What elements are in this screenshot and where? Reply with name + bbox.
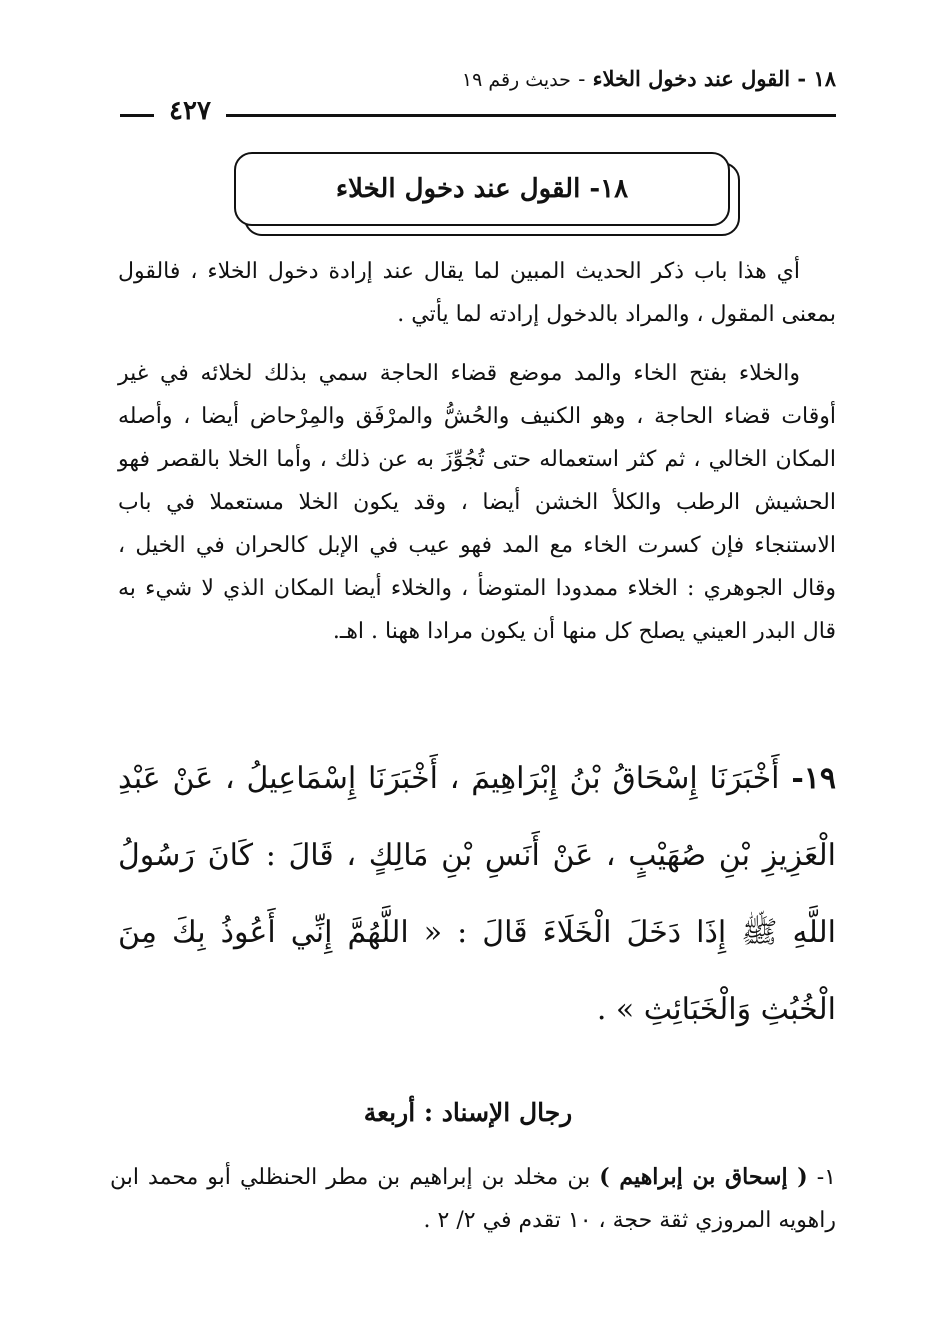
chapter-title: ١٨- القول عند دخول الخلاء: [335, 174, 629, 204]
hadith-text-block: [118, 740, 836, 1048]
page-number: ٤٢٧: [169, 96, 211, 126]
running-header-chapter: ١٨ - القول عند دخول الخلاء: [592, 66, 836, 91]
header-rule: [226, 114, 836, 117]
chapter-title-frame: [234, 152, 730, 226]
running-header: [420, 66, 836, 91]
narrator-description: بن مخلد بن إبراهيم بن مطر الحنظلي أبو محمد ابن راهويه المروزي ثقة حجة ، ١٠ تقدم في ٢/ ٢ .: [110, 1165, 836, 1233]
narrator-name: ( إسحاق بن إبراهيم ): [599, 1164, 808, 1190]
running-header-hadith-ref: حديث رقم ١٩: [461, 69, 571, 91]
header-rule-left: [120, 114, 154, 117]
hadith-text: أَخْبَرَنَا إِسْحَاقُ بْنُ إِبْرَاهِيمَ ، أَخْبَرَنَا إِسْمَاعِيلُ ، عَنْ عَبْدِ الْعَزِيزِ بْنِ صُهَيْبٍ ، عَنْ أَنَسِ بْنِ مَالِكٍ ، قَالَ : كَانَ رَسُولُ اللَّهِ ﷺ إِذَا دَخَلَ الْخَلَاءَ قَالَ : « اللَّهُمَّ إِنِّي أَعُوذُ بِكَ مِنَ الْخُبُثِ وَالْخَبَائِثِ » .: [118, 761, 836, 1027]
narrator-entry: [110, 1156, 836, 1242]
running-header-separator: -: [578, 67, 586, 91]
commentary-paragraph-1: أي هذا باب ذكر الحديث المبين لما يقال عند إرادة دخول الخلاء ، فالقول بمعنى المقول ، والمراد بالدخول إرادته لما يأتي .: [118, 259, 836, 327]
commentary-paragraph-2: والخلاء بفتح الخاء والمد موضع قضاء الحاجة سمي بذلك لخلائه في غير أوقات قضاء الحاجة ، وهو الكنيف والحُشُّ والمرْفَق والمِرْحاض أيضا ، وأصله المكان الخالي ، ثم كثر استعماله حتى تُجُوِّزَ به عن ذلك ، وأما الخلا بالقصر فهو الحشيش الرطب والكلأ الخشن أيضا ، وقد يكون الخلا مستعملا في باب الاستنجاء فإن كسرت الخاء مع المد فهو عيب في الإبل كالحران في الخيل ، وقال الجوهري : الخلاء ممدودا المتوضأ ، والخلاء أيضا المكان الذي لا شيء به قال البدر العيني يصلح كل منها أن يكون مرادا ههنا . اهـ.: [118, 361, 836, 644]
hadith-number: ١٩-: [791, 761, 836, 796]
section-heading: رجال الإسناد : أربعة: [363, 1098, 573, 1127]
narrator-number: ١-: [816, 1165, 836, 1190]
